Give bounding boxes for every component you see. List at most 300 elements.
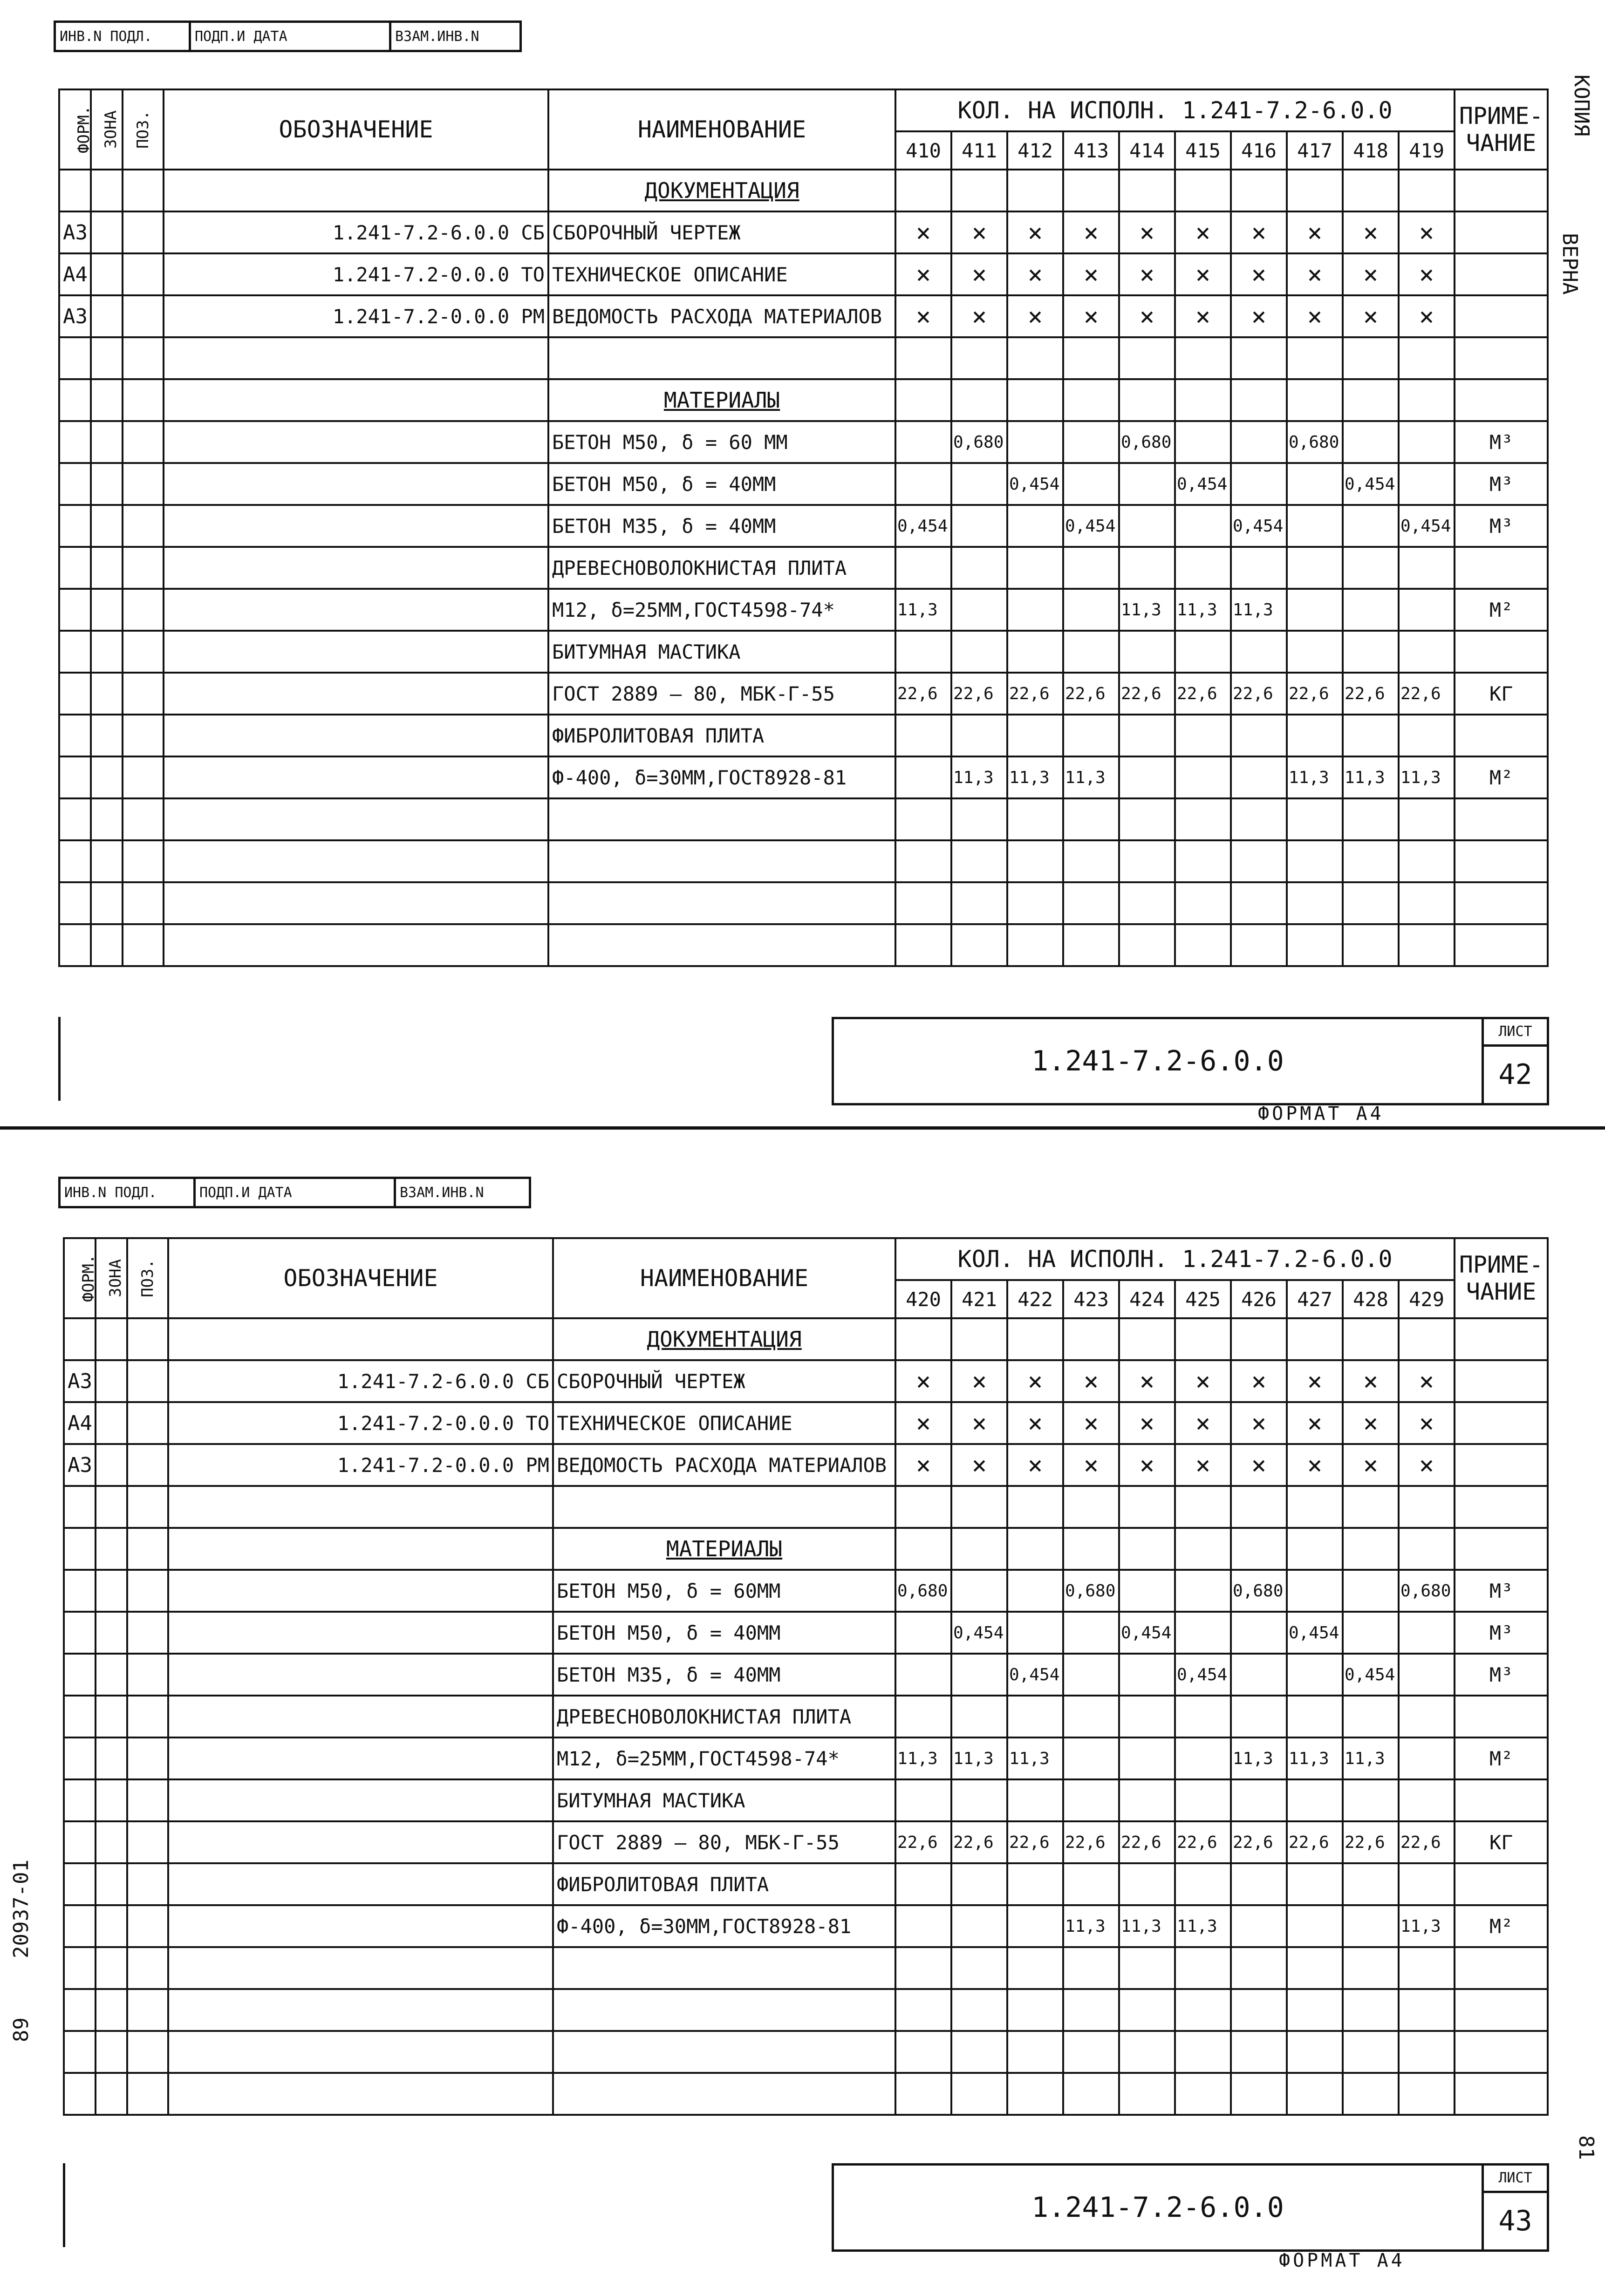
format-cell <box>59 840 91 882</box>
qty-cell <box>895 1863 951 1905</box>
unit-cell <box>1455 1318 1548 1360</box>
position-cell <box>123 631 164 673</box>
spec-row <box>64 1821 1548 1863</box>
unit-cell <box>1455 170 1548 211</box>
qty-cell <box>1399 1737 1455 1779</box>
zone-cell <box>96 1528 127 1570</box>
qty-cell <box>1343 170 1399 211</box>
designation-cell <box>164 170 548 211</box>
qty-cell <box>1343 1905 1399 1947</box>
qty-cell <box>1175 882 1231 924</box>
name-cell: БЕТОН М50, δ = 40ММ <box>553 1612 895 1654</box>
name-cell <box>553 1989 895 2031</box>
qty-cell <box>1007 589 1063 631</box>
name-cell <box>548 882 895 924</box>
unit-cell <box>1455 1444 1548 1486</box>
format-cell <box>64 1612 96 1654</box>
qty-cell <box>1287 631 1343 673</box>
qty-cell <box>1231 1905 1287 1947</box>
qty-cell <box>895 421 951 463</box>
qty-cell <box>1007 170 1063 211</box>
document-code: 1.241-7.2-6.0.0 <box>833 2165 1483 2251</box>
designation-cell <box>164 924 548 966</box>
qty-cell <box>951 924 1007 966</box>
zone-cell <box>91 505 123 547</box>
qty-cell <box>1175 1779 1231 1821</box>
qty-cell <box>1343 589 1399 631</box>
name-cell: БЕТОН М50, δ = 60ММ <box>553 1570 895 1612</box>
designation-cell <box>168 1863 553 1905</box>
qty-cell: × <box>1399 1402 1455 1444</box>
qty-cell: × <box>1007 295 1063 337</box>
qty-cell <box>895 1486 951 1528</box>
qty-cell <box>1343 1696 1399 1737</box>
qty-cell <box>951 882 1007 924</box>
qty-cell: × <box>1343 253 1399 295</box>
qty-cell: × <box>1063 211 1119 253</box>
zone-cell <box>96 1821 127 1863</box>
spec-row <box>59 631 1548 673</box>
unit-cell <box>1455 295 1548 337</box>
qty-cell <box>1119 924 1175 966</box>
format-cell: А3 <box>59 295 91 337</box>
designation-cell <box>168 2073 553 2115</box>
qty-cell <box>1343 1570 1399 1612</box>
qty-cell <box>1175 1612 1231 1654</box>
name-cell: ВЕДОМОСТЬ РАСХОДА МАТЕРИАЛОВ <box>548 295 895 337</box>
qty-cell <box>1119 1696 1175 1737</box>
qty-cell <box>895 1318 951 1360</box>
format-cell <box>64 1779 96 1821</box>
qty-cell <box>1119 1947 1175 1989</box>
qty-cell <box>1175 379 1231 421</box>
spec-row <box>59 673 1548 715</box>
position-cell <box>127 1989 168 2031</box>
qty-cell: 0,454 <box>1343 463 1399 505</box>
qty-cell <box>951 2031 1007 2073</box>
qty-cell <box>1343 1318 1399 1360</box>
qty-cell <box>895 1654 951 1696</box>
qty-cell <box>951 1486 1007 1528</box>
qty-cell <box>895 798 951 840</box>
zone-cell <box>91 673 123 715</box>
qty-cell <box>951 379 1007 421</box>
qty-cell <box>951 1318 1007 1360</box>
qty-cell <box>1399 1696 1455 1737</box>
unit-cell <box>1455 882 1548 924</box>
name-cell: ВЕДОМОСТЬ РАСХОДА МАТЕРИАЛОВ <box>553 1444 895 1486</box>
variant-header: 426 <box>1231 1280 1287 1318</box>
variant-header: 423 <box>1063 1280 1119 1318</box>
unit-cell: М³ <box>1455 421 1548 463</box>
qty-cell <box>1399 2073 1455 2115</box>
qty-cell <box>1119 1863 1175 1905</box>
unit-cell <box>1455 1947 1548 1989</box>
zone-cell <box>91 547 123 589</box>
unit-cell <box>1455 924 1548 966</box>
qty-cell <box>1063 882 1119 924</box>
zone-cell <box>91 882 123 924</box>
unit-cell: М² <box>1455 1905 1548 1947</box>
qty-cell <box>1343 631 1399 673</box>
designation-cell <box>164 673 548 715</box>
spec-row <box>64 2031 1548 2073</box>
format-cell: А4 <box>64 1402 96 1444</box>
qty-cell: × <box>1063 1402 1119 1444</box>
qty-cell <box>1007 1528 1063 1570</box>
signature-date-field: ПОДП.И ДАТА <box>190 22 390 51</box>
qty-cell <box>1119 840 1175 882</box>
qty-cell <box>1063 798 1119 840</box>
qty-cell: × <box>1007 1444 1063 1486</box>
spec-row <box>59 589 1548 631</box>
qty-cell <box>1063 1989 1119 2031</box>
qty-cell: 11,3 <box>1063 1905 1119 1947</box>
qty-cell <box>1007 840 1063 882</box>
unit-cell <box>1455 1696 1548 1737</box>
format-cell <box>59 631 91 673</box>
qty-cell <box>1175 715 1231 756</box>
qty-cell <box>1399 547 1455 589</box>
qty-cell <box>1007 2031 1063 2073</box>
position-cell <box>123 715 164 756</box>
qty-cell <box>1231 924 1287 966</box>
qty-cell <box>1175 1570 1231 1612</box>
variant-header: 427 <box>1287 1280 1343 1318</box>
position-cell <box>123 421 164 463</box>
correct-stamp: ВЕРНА <box>1558 233 1582 295</box>
qty-cell <box>1175 1737 1231 1779</box>
designation-cell <box>168 1779 553 1821</box>
position-cell <box>127 2073 168 2115</box>
spec-row <box>64 1863 1548 1905</box>
name-cell: ДРЕВЕСНОВОЛОКНИСТАЯ ПЛИТА <box>548 547 895 589</box>
format-cell <box>59 882 91 924</box>
spec-rows <box>64 1318 1548 2115</box>
spec-row <box>59 379 1548 421</box>
position-cell <box>123 547 164 589</box>
qty-cell: × <box>1007 211 1063 253</box>
qty-cell <box>1343 421 1399 463</box>
unit-cell: КГ <box>1455 673 1548 715</box>
qty-cell <box>1175 505 1231 547</box>
qty-header: КОЛ. НА ИСПОЛН. 1.241-7.2-6.0.0 <box>895 1238 1455 1280</box>
qty-cell: × <box>1287 1444 1343 1486</box>
qty-cell <box>1287 1528 1343 1570</box>
qty-cell <box>1343 1528 1399 1570</box>
qty-cell <box>1231 547 1287 589</box>
spec-row <box>64 1612 1548 1654</box>
qty-cell: 11,3 <box>1343 756 1399 798</box>
qty-cell: 0,454 <box>1231 505 1287 547</box>
position-cell <box>123 589 164 631</box>
qty-cell <box>1343 840 1399 882</box>
designation-cell <box>168 1737 553 1779</box>
zone-cell <box>96 2031 127 2073</box>
qty-cell <box>1343 1779 1399 1821</box>
qty-cell <box>1063 1654 1119 1696</box>
zone-cell <box>96 1570 127 1612</box>
qty-cell: 0,454 <box>1175 463 1231 505</box>
qty-cell: × <box>1175 1360 1231 1402</box>
qty-cell: × <box>1231 253 1287 295</box>
qty-cell <box>1231 715 1287 756</box>
name-cell: БЕТОН М50, δ = 40ММ <box>548 463 895 505</box>
section-heading: ДОКУМЕНТАЦИЯ <box>548 170 895 211</box>
qty-cell <box>1287 1989 1343 2031</box>
qty-cell <box>1287 463 1343 505</box>
qty-cell <box>1287 547 1343 589</box>
qty-cell <box>1287 1696 1343 1737</box>
qty-cell <box>1399 421 1455 463</box>
format-cell <box>59 379 91 421</box>
spec-row <box>64 1402 1548 1444</box>
format-cell <box>59 505 91 547</box>
sheet-label: ЛИСТ <box>1483 2165 1548 2192</box>
qty-cell <box>1119 2031 1175 2073</box>
qty-cell <box>1007 1905 1063 1947</box>
qty-cell <box>1175 2073 1231 2115</box>
qty-cell <box>1063 1486 1119 1528</box>
qty-cell <box>1119 379 1175 421</box>
qty-cell <box>1287 337 1343 379</box>
qty-cell <box>1119 1654 1175 1696</box>
unit-cell <box>1455 1486 1548 1528</box>
qty-cell <box>1231 882 1287 924</box>
spec-row <box>59 211 1548 253</box>
section-heading: МАТЕРИАЛЫ <box>548 379 895 421</box>
qty-cell: 11,3 <box>1231 1737 1287 1779</box>
qty-cell: × <box>951 295 1007 337</box>
qty-cell <box>1063 2031 1119 2073</box>
qty-cell <box>1007 798 1063 840</box>
format-cell: А3 <box>59 211 91 253</box>
qty-cell <box>951 715 1007 756</box>
qty-cell <box>1119 1318 1175 1360</box>
qty-cell <box>1399 1779 1455 1821</box>
document-code: 1.241-7.2-6.0.0 <box>833 1018 1483 1104</box>
qty-cell <box>1007 379 1063 421</box>
unit-cell <box>1455 337 1548 379</box>
qty-cell <box>1287 1570 1343 1612</box>
position-cell <box>123 295 164 337</box>
spec-row <box>59 547 1548 589</box>
qty-cell: 11,3 <box>1343 1737 1399 1779</box>
qty-cell <box>951 1528 1007 1570</box>
variant-header: 415 <box>1175 131 1231 170</box>
qty-cell <box>1399 1989 1455 2031</box>
qty-header: КОЛ. НА ИСПОЛН. 1.241-7.2-6.0.0 <box>895 89 1455 131</box>
qty-cell <box>1399 337 1455 379</box>
qty-cell <box>951 170 1007 211</box>
qty-cell <box>1399 170 1455 211</box>
unit-cell: М³ <box>1455 1570 1548 1612</box>
qty-cell: × <box>1287 253 1343 295</box>
qty-cell <box>1007 882 1063 924</box>
qty-cell <box>951 1947 1007 1989</box>
qty-cell: 22,6 <box>895 673 951 715</box>
zone-cell <box>96 1486 127 1528</box>
qty-cell <box>1175 756 1231 798</box>
position-cell <box>127 1360 168 1402</box>
unit-cell: КГ <box>1455 1821 1548 1863</box>
approval-header <box>54 20 522 52</box>
zone-cell <box>91 337 123 379</box>
qty-cell: × <box>1399 1360 1455 1402</box>
qty-cell <box>1119 1737 1175 1779</box>
qty-cell <box>1063 2073 1119 2115</box>
spec-row <box>59 756 1548 798</box>
designation-cell <box>164 589 548 631</box>
position-cell <box>127 1444 168 1486</box>
qty-cell <box>1343 2073 1399 2115</box>
qty-cell <box>1119 715 1175 756</box>
approval-header <box>58 1177 531 1208</box>
qty-cell <box>1343 547 1399 589</box>
qty-cell: 22,6 <box>895 1821 951 1863</box>
qty-cell <box>1063 715 1119 756</box>
qty-cell <box>1175 840 1231 882</box>
qty-cell <box>1287 379 1343 421</box>
format-cell <box>59 463 91 505</box>
zone-cell <box>91 421 123 463</box>
qty-cell <box>1175 924 1231 966</box>
spec-row <box>59 715 1548 756</box>
format-cell <box>59 589 91 631</box>
designation-cell: 1.241-7.2-6.0.0 СБ <box>164 211 548 253</box>
qty-cell <box>1343 715 1399 756</box>
qty-cell <box>1175 1486 1231 1528</box>
format-cell <box>59 170 91 211</box>
signature-date-field: ПОДП.И ДАТА <box>195 1178 395 1207</box>
section-heading: ДОКУМЕНТАЦИЯ <box>553 1318 895 1360</box>
qty-cell <box>951 1654 1007 1696</box>
zone-cell <box>96 1360 127 1402</box>
qty-cell <box>1175 1863 1231 1905</box>
format-cell: А3 <box>64 1360 96 1402</box>
qty-cell <box>1063 1696 1119 1737</box>
name-cell: Ф-400, δ=30ММ,ГОСТ8928-81 <box>548 756 895 798</box>
col-note: ПРИМЕ- ЧАНИЕ <box>1455 89 1548 170</box>
qty-cell <box>1175 1696 1231 1737</box>
variant-header: 422 <box>1007 1280 1063 1318</box>
qty-cell <box>1063 1947 1119 1989</box>
zone-cell <box>91 295 123 337</box>
qty-cell: 22,6 <box>1175 673 1231 715</box>
col-position: ПОЗ. <box>127 1238 168 1318</box>
qty-cell <box>951 2073 1007 2115</box>
format-cell: А4 <box>59 253 91 295</box>
qty-cell <box>1119 547 1175 589</box>
qty-cell <box>1231 1947 1287 1989</box>
qty-cell <box>1007 1318 1063 1360</box>
sheet-number: 43 <box>1483 2192 1548 2250</box>
designation-cell <box>164 882 548 924</box>
qty-cell: × <box>1343 1360 1399 1402</box>
designation-cell <box>164 756 548 798</box>
designation-cell <box>168 1570 553 1612</box>
qty-cell <box>1063 1779 1119 1821</box>
qty-cell: 22,6 <box>951 673 1007 715</box>
qty-cell: 22,6 <box>1119 673 1175 715</box>
qty-cell: 22,6 <box>1343 1821 1399 1863</box>
spec-row <box>59 882 1548 924</box>
unit-cell <box>1455 1402 1548 1444</box>
zone-cell <box>96 1989 127 2031</box>
col-format: ФОРМ. <box>64 1238 96 1318</box>
zone-cell <box>91 463 123 505</box>
qty-cell: 11,3 <box>1287 756 1343 798</box>
variant-header: 418 <box>1343 131 1399 170</box>
qty-cell <box>895 547 951 589</box>
qty-cell <box>1119 337 1175 379</box>
qty-cell <box>1343 379 1399 421</box>
qty-cell <box>1343 1947 1399 1989</box>
qty-cell: × <box>1175 1444 1231 1486</box>
designation-cell <box>168 1612 553 1654</box>
position-cell <box>127 1528 168 1570</box>
position-cell <box>123 798 164 840</box>
qty-cell <box>1399 1947 1455 1989</box>
qty-cell: 22,6 <box>1343 673 1399 715</box>
format-cell <box>64 1528 96 1570</box>
variant-header: 424 <box>1119 1280 1175 1318</box>
name-cell: ТЕХНИЧЕСКОЕ ОПИСАНИЕ <box>548 253 895 295</box>
qty-cell <box>1119 505 1175 547</box>
designation-cell: 1.241-7.2-0.0.0 РМ <box>168 1444 553 1486</box>
qty-cell <box>951 1779 1007 1821</box>
spec-row <box>59 840 1548 882</box>
qty-cell <box>1287 715 1343 756</box>
col-name: НАИМЕНОВАНИЕ <box>548 89 895 170</box>
replacement-inv-field: ВЗАМ.ИНВ.N <box>390 22 521 51</box>
qty-cell <box>1231 2031 1287 2073</box>
qty-cell: × <box>1287 295 1343 337</box>
qty-cell <box>1119 170 1175 211</box>
qty-cell <box>951 505 1007 547</box>
qty-cell <box>1343 505 1399 547</box>
qty-cell <box>1119 463 1175 505</box>
qty-cell <box>895 924 951 966</box>
zone-cell <box>91 840 123 882</box>
sheet-separator <box>0 1126 1605 1130</box>
spec-table <box>58 89 1549 967</box>
inv-number-field: ИНВ.N ПОДЛ. <box>60 1178 195 1207</box>
format-caption: ФОРМАТ А4 <box>1258 1103 1384 1124</box>
unit-cell: М³ <box>1455 463 1548 505</box>
position-cell <box>127 1696 168 1737</box>
qty-cell <box>1287 798 1343 840</box>
qty-cell: 22,6 <box>1399 1821 1455 1863</box>
designation-cell <box>164 421 548 463</box>
qty-cell: × <box>1343 211 1399 253</box>
unit-cell: М³ <box>1455 505 1548 547</box>
copy-stamp: КОПИЯ <box>1570 75 1593 136</box>
qty-cell: × <box>1119 1444 1175 1486</box>
position-cell <box>123 211 164 253</box>
format-cell <box>64 1654 96 1696</box>
format-cell <box>64 1737 96 1779</box>
qty-cell <box>1175 337 1231 379</box>
qty-cell <box>1399 589 1455 631</box>
designation-cell <box>168 1486 553 1528</box>
position-cell <box>123 924 164 966</box>
qty-cell <box>1287 924 1343 966</box>
qty-cell: × <box>1231 295 1287 337</box>
qty-cell <box>1231 1486 1287 1528</box>
spec-row <box>64 1444 1548 1486</box>
qty-cell: 0,680 <box>1399 1570 1455 1612</box>
